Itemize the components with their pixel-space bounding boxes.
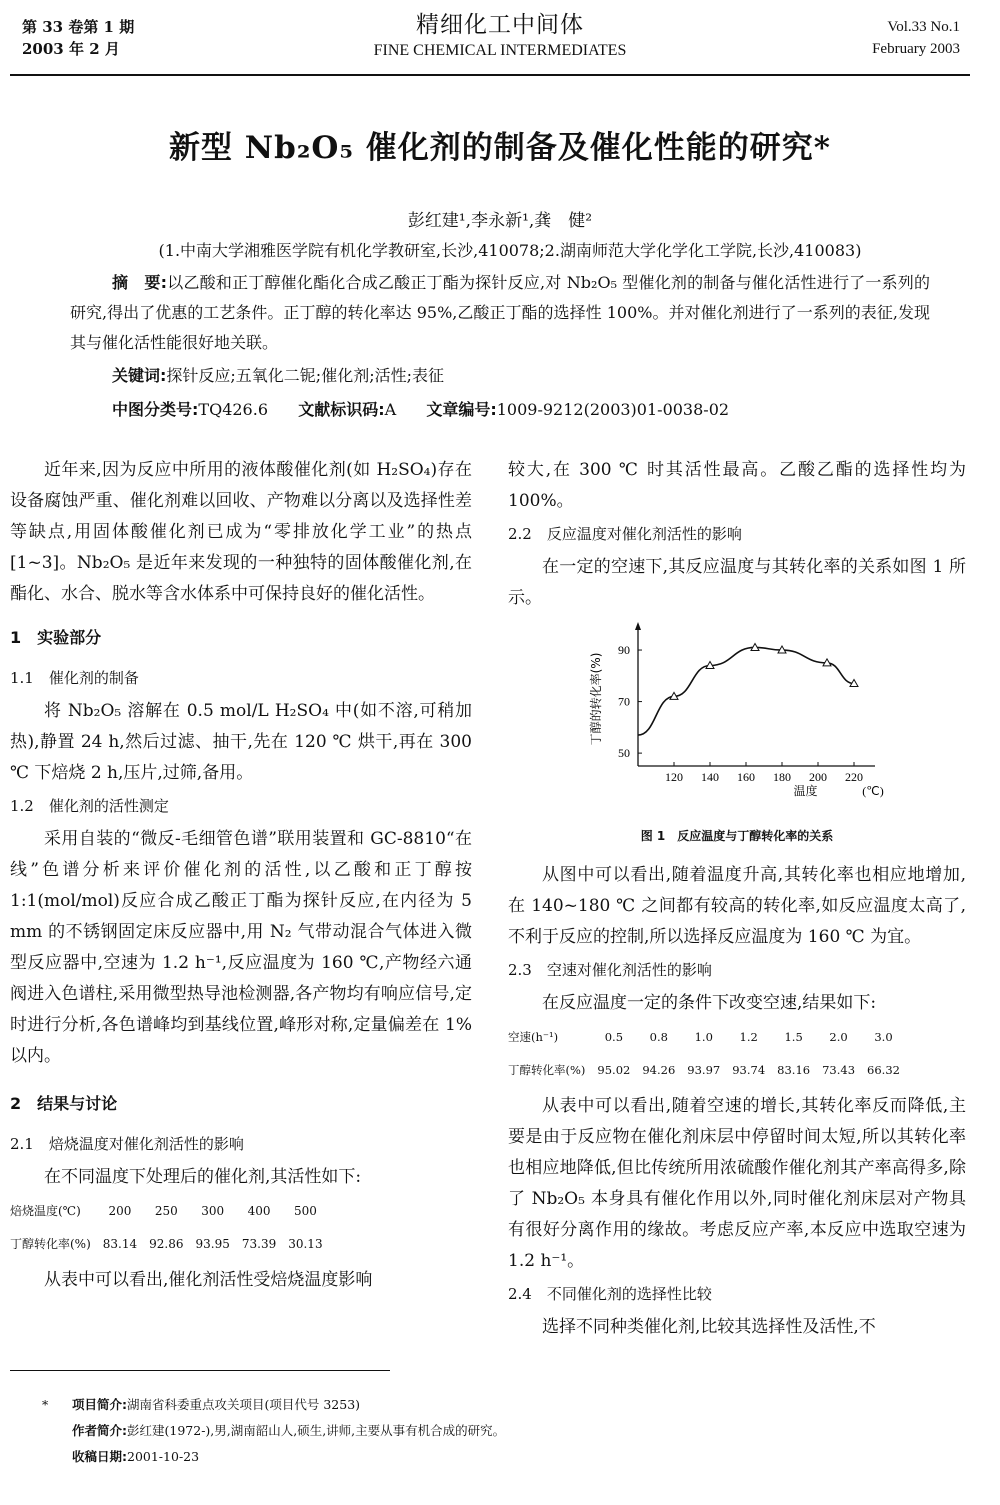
table-row-label: 空速(h⁻¹) [508,1030,559,1044]
table-row [10,1228,329,1261]
journal-name [300,10,700,62]
section-1-heading: 1 实验部分 [10,628,102,647]
footnote-date [42,1444,505,1470]
table-cell: 0.5 [604,1030,624,1044]
abstract [70,268,930,358]
received-label: 收稿日期: [72,1449,127,1464]
table-row-label: 丁醇转化率(%) [508,1063,586,1077]
table-cell: 0.8 [649,1030,668,1044]
article-no-value: 1009-9212(2003)01-0038-02 [496,400,730,419]
table-cell: 73.39 [241,1237,277,1251]
project-label: 项目简介: [72,1397,127,1412]
x-tick-label: 140 [701,770,719,784]
footnote-mark: * [42,1397,49,1412]
keywords-text: 探针反应;五氧化二铌;催化剂;活性;表征 [166,366,444,385]
section-2-3-heading: 2.3 空速对催化剂活性的影响 [508,961,712,979]
classification-line [112,397,729,420]
doc-code-value: A [384,400,397,419]
table-cell: 93.97 [687,1063,721,1077]
table-row-label: 焙烧温度(℃) [10,1204,81,1218]
section-2-2-heading: 2.2 反应温度对催化剂活性的影响 [508,525,742,543]
paper-affiliation: (1.中南大学湘雅医学院有机化学教研室,长沙,410078;2.湖南师范大学化学化工学院,长沙,410083) [158,241,862,260]
table-row [508,1054,906,1087]
footnote-rule [10,1370,390,1371]
section-1-2-heading: 1.2 催化剂的活性测定 [10,797,169,815]
x-tick-label: 180 [773,770,791,784]
received-text: 2001-10-23 [127,1449,200,1464]
section-2-4-heading: 2.4 不同催化剂的选择性比较 [508,1285,712,1303]
cls-label: 中图分类号: [112,400,199,419]
doc-code-label: 文献标识码: [298,400,385,419]
paper-title: 新型 Nb₂O₅ 催化剂的制备及催化性能的研究* [169,130,831,166]
abstract-label: 摘 要: [112,273,168,292]
footnotes [42,1392,505,1470]
article-no-label: 文章编号: [426,400,497,419]
x-tick-label: 160 [737,770,755,784]
paper-authors: 彭红建¹,李永新¹,龚 健² [407,211,593,231]
section-2-2-discussion: 从图中可以看出,随着温度升高,其转化率也相应地增加,在 140~180 ℃ 之间都有较高的转化率,如反应温度太高了,不利于反应的控制,所以选择反应温度为 160 ℃ 为宜。 [508,865,966,947]
table-cell: 93.95 [195,1237,230,1251]
table-row-label: 丁醇转化率(%) [10,1237,91,1251]
date-en: February 2003 [872,41,960,57]
figure-1 [508,614,966,852]
issue-info-en [872,16,960,60]
table-cell: 3.0 [874,1030,893,1044]
section-1-2-text: 采用自装的“微反-毛细管色谱”联用装置和 GC-8810“在线”色谱分析来评价催化剂的活性,以乙酸和正丁醇按 1:1(mol/mol)反应合成乙酸正丁酯为探针反应,在内径为 5 mm 的不锈钢固定床反应器中,用 N₂ 气带动混合气体进入微型反应器中,空速为 1.2 h⁻¹,反应温度为 160 ℃,产物经六通阀进入色谱柱,采用微型热导池检测器,各产物均有响应信号,定时进行分析,各色谱峰均到基线位置,峰形对称,定量偏差在 1% 以内。 [10,829,472,1066]
keywords-label: 关键词: [112,366,167,385]
keywords [112,363,444,386]
x-axis-label: 温度 [793,784,818,798]
project-text: 湖南省科委重点攻关项目(项目代号 3253) [127,1397,361,1412]
y-tick-label: 90 [618,643,630,658]
figure-1-caption: 图 1 反应温度与丁醇转化率的关系 [640,829,834,843]
table-cell: 94.26 [642,1063,676,1077]
table-cell: 300 [201,1204,225,1218]
right-column [508,455,966,1343]
table-cell: 83.14 [102,1237,138,1251]
y-tick-label: 70 [618,694,630,709]
section-2-2-text: 在一定的空速下,其反应温度与其转化率的关系如图 1 所示。 [508,557,966,608]
table-cell: 1.0 [694,1030,713,1044]
space-velocity-table [508,1021,906,1087]
header-rule [10,74,970,76]
section-2-1-text: 在不同温度下处理后的催化剂,其活性如下: [44,1167,362,1187]
intro-paragraph: 近年来,因为反应中所用的液体酸催化剂(如 H₂SO₄)存在设备腐蚀严重、催化剂难以回收、产物难以分离以及选择性差等缺点,用固体酸催化剂已成为“零排放化学工业”的热点[1~3]。Nb₂O₅ 是近年来发现的一种独特的固体酸催化剂,在酯化、水合、脱水等含水体系中可保持良好的催化活性。 [10,460,472,604]
section-1-1-text: 将 Nb₂O₅ 溶解在 0.5 mol/L H₂SO₄ 中(如不溶,可稍加热),静置 24 h,然后过滤、抽干,先在 120 ℃ 烘干,再在 300 ℃ 下焙烧 2 h,压片,过筛,备用。 [10,701,472,783]
table-row [10,1195,329,1228]
y-axis-arrow [635,622,641,630]
section-1-1-heading: 1.1 催化剂的制备 [10,669,139,687]
table-cell: 73.43 [822,1063,856,1077]
figure-1-chart [508,614,966,810]
x-tick-label: 200 [809,770,827,784]
author-label: 作者简介: [72,1423,127,1438]
section-2-1-text-cont: 从表中可以看出,催化剂活性受焙烧温度影响 [44,1270,373,1290]
table-cell: 83.16 [777,1063,811,1077]
table-cell: 250 [154,1204,178,1218]
data-line [638,647,854,735]
cls-value: TQ426.6 [198,400,268,419]
y-tick-label: 50 [618,746,630,761]
table-cell: 1.5 [784,1030,803,1044]
section-2-1-text-end: 较大,在 300 ℃ 时其活性最高。乙酸乙酯的选择性均为 100%。 [508,460,966,511]
volume-en: Vol.33 No.1 [887,19,960,35]
table-cell: 30.13 [288,1237,323,1251]
abstract-text: 以乙酸和正丁醇催化酯化合成乙酸正丁酯为探针反应,对 Nb₂O₅ 型催化剂的制备与催化活性进行了一系列的研究,得出了优惠的工艺条件。正丁醇的转化率达 95%,乙酸正丁酯的选择性 100%。并对催化剂进行了一系列的表征,发现其与催化活性能很好地关联。 [70,273,930,352]
y-axis-label: 丁醇的转化率(%) [589,652,603,746]
table-cell: 400 [247,1204,271,1218]
date-cn: 2003 年 2 月 [22,40,120,58]
table-cell: 1.2 [739,1030,758,1044]
x-tick-label: 220 [845,770,863,784]
section-2-heading: 2 结果与讨论 [10,1094,118,1113]
x-tick-label: 120 [665,770,683,784]
table-cell: 93.74 [732,1063,766,1077]
table-cell: 92.86 [149,1237,184,1251]
calcination-table [10,1195,329,1261]
left-column [10,455,472,1296]
table-row [508,1021,906,1054]
footnote-project [42,1392,505,1418]
journal-name-en: FINE CHEMICAL INTERMEDIATES [373,42,627,59]
section-2-3-text: 在反应温度一定的条件下改变空速,结果如下: [542,993,877,1013]
section-2-3-discussion: 从表中可以看出,随着空速的增长,其转化率反而降低,主要是由于反应物在催化剂床层中停留时间太短,所以其转化率也相应地降低,但比传统所用浓硫酸作催化剂其产率高得多,除了 Nb₂O₅ 本身具有催化作用以外,同时催化剂床层对产物具有很好分离作用的缘故。考虑反应产率,本反应中选取空速为 1.2 h⁻¹。 [508,1096,966,1271]
issue-info-cn [22,16,134,60]
table-cell: 66.32 [867,1063,900,1077]
table-cell: 95.02 [597,1063,631,1077]
x-axis-unit: (℃) [862,784,884,798]
table-cell: 2.0 [829,1030,848,1044]
author-text: 彭红建(1972-),男,湖南韶山人,硕生,讲师,主要从事有机合成的研究。 [127,1423,506,1438]
section-2-1-heading: 2.1 焙烧温度对催化剂活性的影响 [10,1135,244,1153]
volume-cn: 第 33 卷第 1 期 [22,18,135,36]
section-2-4-text: 选择不同种类催化剂,比较其选择性及活性,不 [542,1317,876,1337]
footnote-author [42,1418,505,1444]
table-cell: 200 [108,1204,132,1218]
table-cell: 500 [293,1204,317,1218]
journal-name-cn: 精细化工中间体 [416,12,584,38]
